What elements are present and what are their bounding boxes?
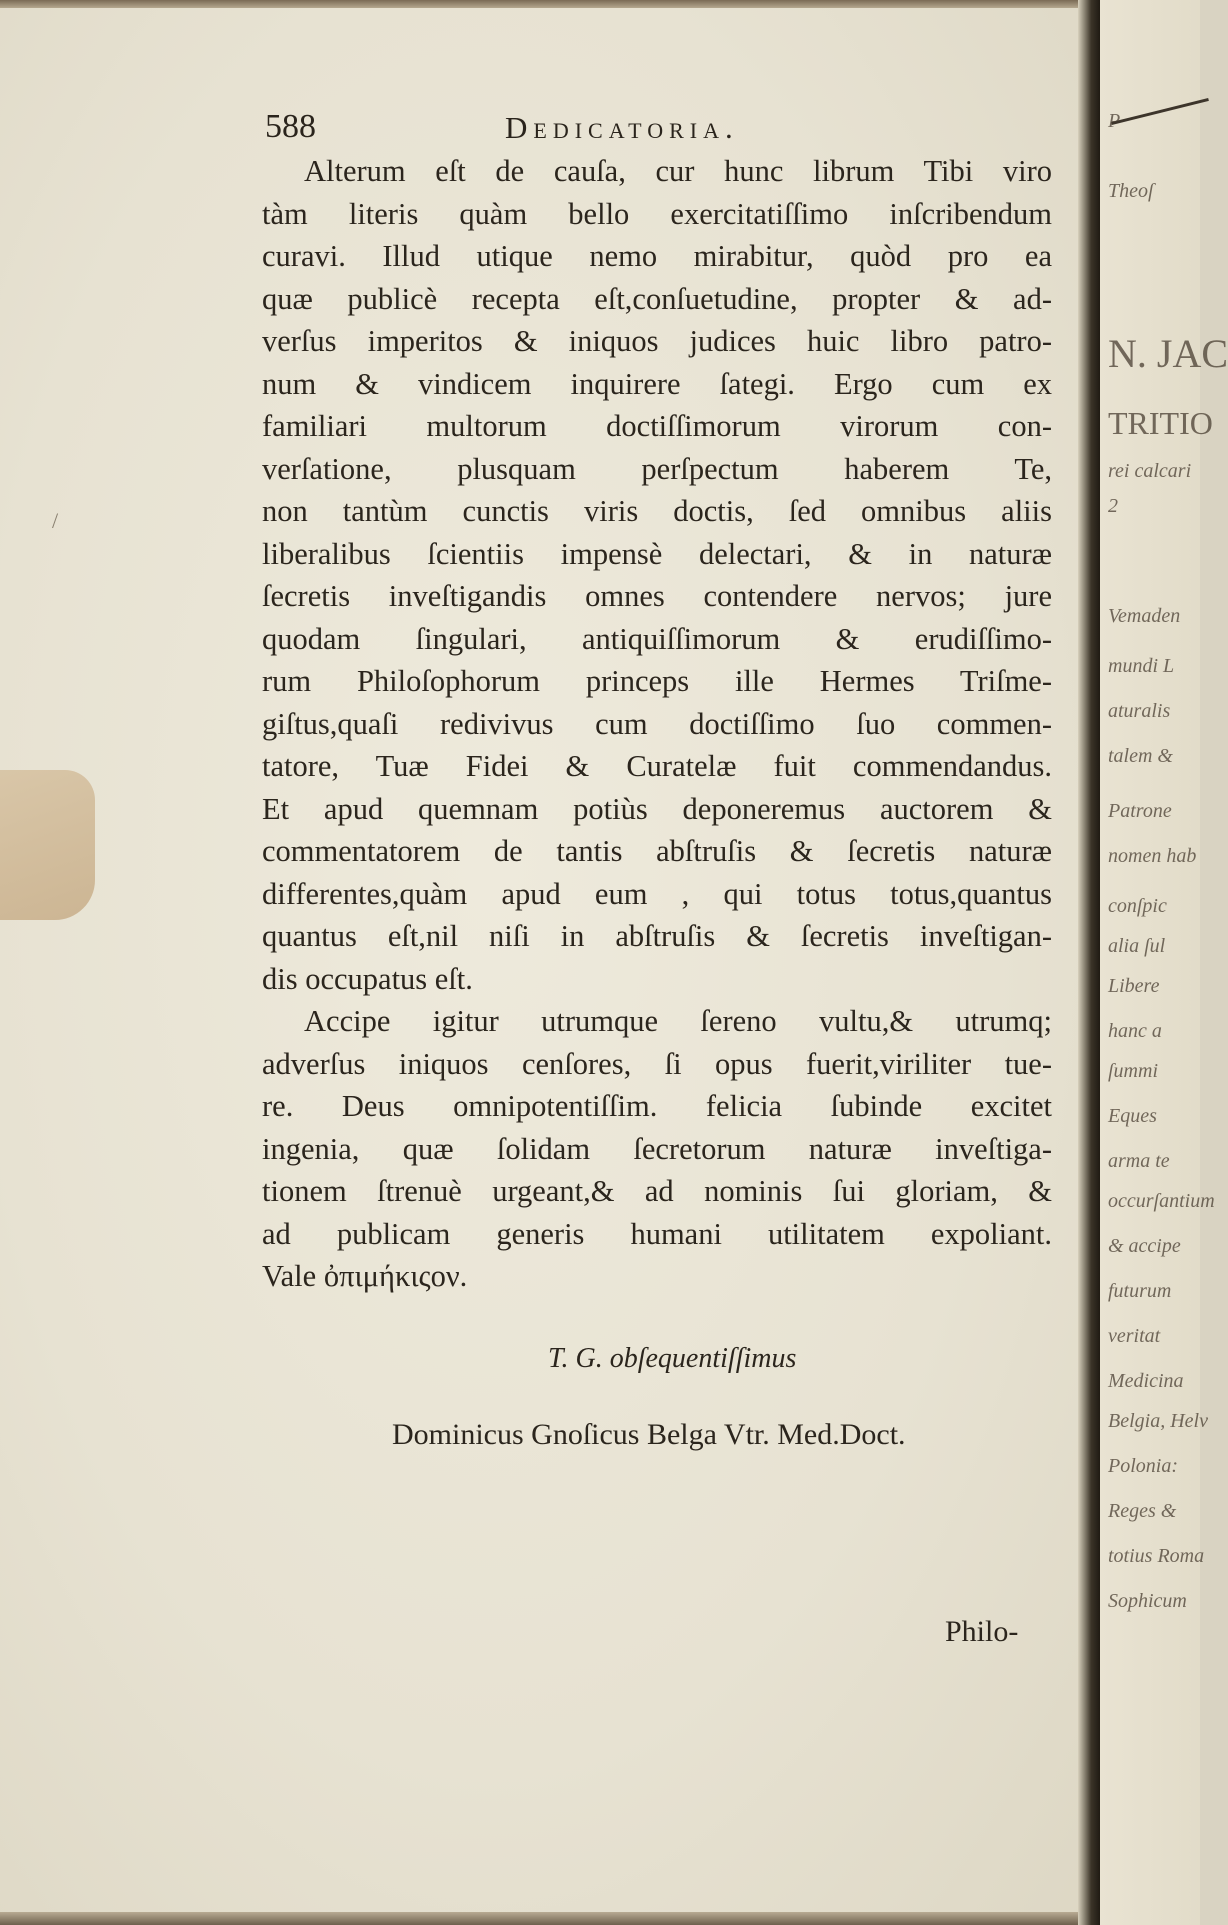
facing-page: [1100, 0, 1228, 1925]
text-line: ingenia, quæ ſolidam ſecretorum naturæ inveſtiga-: [262, 1131, 1052, 1166]
text-line: tatore, Tuæ Fidei & Curatelæ fuit commendandus.: [262, 749, 1052, 783]
text-line: tàm literis quàm bello exercitatiſſimo inſcribendum: [262, 196, 1052, 231]
text-line: ad publicam generis humani utilitatem expoliant.: [262, 1216, 1052, 1251]
text-line: familiari multorum doctiſſimorum virorum con-: [262, 409, 1052, 443]
facing-page-fragment: totius Roma: [1108, 1545, 1205, 1567]
page-number: 588: [265, 108, 316, 145]
signature-initials: T. G. obſequentiſſimus: [548, 1343, 797, 1374]
facing-page-fragment: ſummi: [1108, 1060, 1158, 1082]
text-line: Alterum eſt de cauſa, cur hunc librum Tibi viro: [304, 154, 1052, 188]
text-line: Vale ὀπιμήκιςον.: [262, 1259, 468, 1293]
facing-page-fragment: mundi L: [1108, 655, 1175, 677]
facing-page-fragment: 2: [1108, 495, 1118, 517]
text-line: rum Philoſophorum princeps ille Hermes Triſme-: [262, 664, 1052, 698]
facing-page-fragment: N. JAC: [1108, 331, 1228, 376]
facing-page-fragment: alia ſul: [1108, 935, 1166, 957]
facing-page-fragment: occurſantium: [1108, 1190, 1215, 1212]
page-top-edge: [0, 0, 1095, 8]
facing-page-fragment: Patrone: [1108, 800, 1172, 822]
facing-page-fragment: Sophicum: [1108, 1590, 1187, 1612]
facing-page-fragment: aturalis: [1108, 700, 1171, 722]
text-line: quantus eſt,nil niſi in abſtruſis & ſecretis inveſtigan-: [262, 919, 1052, 953]
text-line: giſtus,quaſi redivivus cum doctiſſimo ſuo commen-: [262, 706, 1052, 741]
text-line: adverſus iniquos cenſores, ſi opus fuerit,viriliter tue-: [262, 1046, 1052, 1081]
text-line: curavi. Illud utique nemo mirabitur, quòd pro ea: [262, 239, 1052, 273]
facing-page-fragment: veritat: [1108, 1325, 1161, 1347]
facing-page-fragment: P: [1108, 110, 1121, 132]
facing-page-rule: [1111, 98, 1209, 125]
facing-page-fragment: Belgia, Helv: [1108, 1410, 1208, 1432]
text-line: tionem ſtrenuè urgeant,& ad nominis ſui gloriam, &: [262, 1174, 1052, 1208]
catchword: Philo-: [945, 1615, 1019, 1648]
dedication-text: [262, 150, 1052, 1298]
text-line: quodam ſingulari, antiquiſſimorum & erudiſſimo-: [262, 621, 1052, 656]
page-bottom-edge: [0, 1912, 1095, 1925]
text-line: quæ publicè recepta eſt,conſuetudine, propter & ad-: [262, 281, 1052, 316]
page-header: [265, 108, 1065, 148]
facing-page-fragment: futurum: [1108, 1280, 1172, 1302]
facing-page-fragment: rei calcari: [1108, 460, 1192, 482]
text-line: verſatione, plusquam perſpectum haberem Te,: [262, 451, 1052, 486]
text-line: commentatorem de tantis abſtruſis & ſecretis naturæ: [262, 834, 1052, 868]
facing-page-fragment: Reges &: [1108, 1500, 1177, 1522]
facing-page-fragment: Vemaden: [1108, 605, 1181, 627]
facing-page-fragment: Eques: [1108, 1105, 1157, 1127]
facing-page-fragment: arma te: [1108, 1150, 1170, 1172]
text-line: num & vindicem inquirere ſategi. Ergo cum ex: [262, 366, 1052, 401]
facing-page-fragment: Medicina: [1108, 1370, 1184, 1392]
text-line: re. Deus omnipotentiſſim. felicia ſubinde excitet: [262, 1089, 1052, 1123]
paper-tab: [0, 770, 95, 920]
text-line: non tantùm cunctis viris doctis, ſed omnibus aliis: [262, 494, 1052, 528]
text-line: verſus imperitos & iniquos judices huic libro patro-: [262, 324, 1052, 358]
stray-mark: /: [52, 508, 59, 533]
text-line: liberalibus ſcientiis impensè delectari, & in naturæ: [262, 536, 1052, 571]
text-line: Accipe igitur utrumque ſereno vultu,& utrumq;: [304, 1004, 1052, 1038]
facing-page-fragment: & accipe: [1108, 1235, 1181, 1257]
facing-page-fragment: TRITIO: [1108, 405, 1213, 441]
facing-page-fragment: Theoſ: [1108, 180, 1154, 202]
text-line: ſecretis inveſtigandis omnes contendere nervos; jure: [262, 579, 1052, 613]
facing-page-fragment: Polonia:: [1108, 1455, 1178, 1477]
running-title: Dedicatoria.: [505, 110, 739, 145]
facing-page-fragment: nomen hab: [1108, 845, 1197, 867]
facing-page-fragment: Libere: [1108, 975, 1160, 997]
signature-name: Dominicus Gnoſicus Belga Vtr. Med.Doct.: [392, 1418, 906, 1451]
facing-page-fragment: conſpic: [1108, 895, 1167, 917]
text-line: differentes,quàm apud eum , qui totus totus,quantus: [262, 876, 1052, 911]
text-line: Et apud quemnam potiùs deponeremus auctorem &: [262, 791, 1052, 826]
facing-page-fragment: hanc a: [1108, 1020, 1162, 1042]
book-gutter: [1078, 0, 1100, 1925]
text-line: dis occupatus eſt.: [262, 961, 473, 996]
facing-page-fragment: talem &: [1108, 745, 1173, 767]
